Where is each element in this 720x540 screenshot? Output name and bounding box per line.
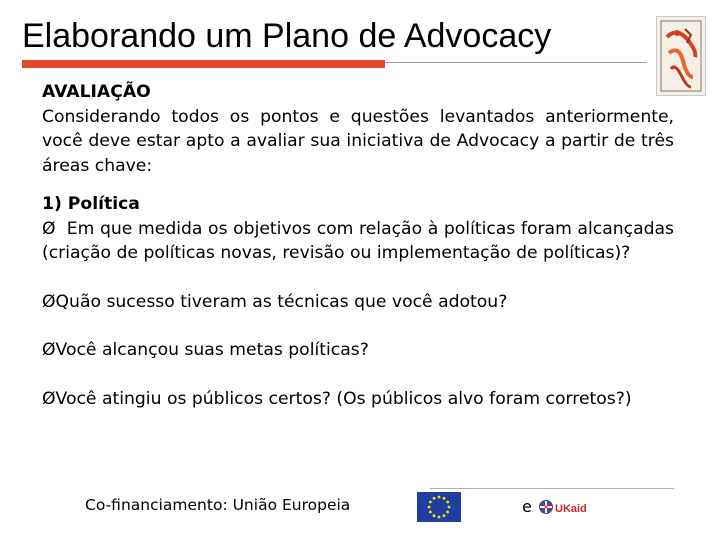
intro-paragraph: Considerando todos os pontos e questões levantados anteriormente, você deve estar apto a avaliar sua iniciativa de Advocacy a partir de três áreas chave: xyxy=(42,106,674,176)
bullet-marker-icon: Ø xyxy=(42,291,56,312)
eu-flag-icon xyxy=(417,492,461,522)
bullet-marker-icon: Ø xyxy=(42,388,56,409)
ukaid-logo xyxy=(536,493,588,521)
bullet-item xyxy=(42,387,674,412)
subheading-politica: 1) Política xyxy=(42,194,140,214)
bullet-text: Quão sucesso tiveram as técnicas que você adotou? xyxy=(55,291,508,312)
eu-stars-icon xyxy=(417,492,461,522)
slide-footer xyxy=(0,488,720,528)
bullet-item xyxy=(42,290,674,315)
bullet-text: Você atingiu os públicos certos? (Os públicos alvo foram corretos?) xyxy=(55,388,632,409)
bullet-text: Em que medida os objetivos com relação à políticas foram alcançadas (criação de políticas novas, revisão ou implementação de políticas)? xyxy=(42,218,674,263)
ukaid-label: UKaid xyxy=(555,503,587,515)
bullet-item xyxy=(42,338,674,363)
bullet-marker-icon: Ø xyxy=(42,218,56,239)
slide-title: Elaborando um Plano de Advocacy xyxy=(22,17,552,55)
slide-body xyxy=(42,80,674,411)
footer-divider-line xyxy=(430,488,674,489)
ukaid-logo-icon xyxy=(536,493,588,521)
title-accent-bar xyxy=(22,60,385,68)
footer-and-text: e xyxy=(522,497,532,516)
title-divider-line xyxy=(385,62,647,63)
funding-text: Co-financiamento: União Europeia xyxy=(85,496,351,514)
bullet-text: Você alcançou suas metas políticas? xyxy=(55,340,369,360)
bullet-item xyxy=(42,217,674,266)
section-heading: AVALIAÇÃO xyxy=(42,82,151,102)
bullet-marker-icon: Ø xyxy=(42,340,56,360)
